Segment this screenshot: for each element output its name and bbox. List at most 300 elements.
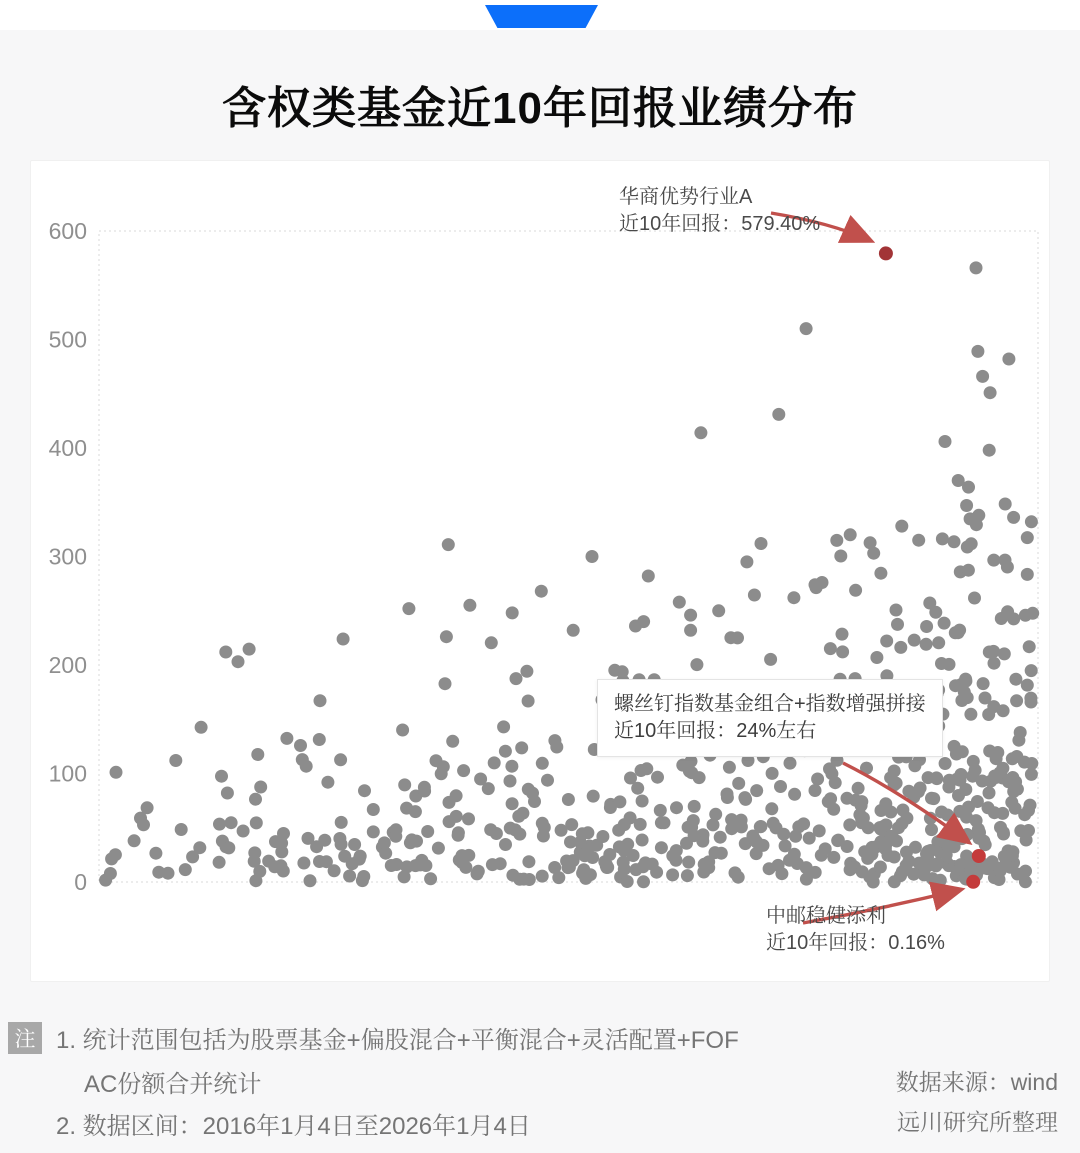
y-axis-tick: 600 <box>48 218 87 244</box>
scatter-point <box>921 851 934 864</box>
scatter-point <box>250 816 263 829</box>
scatter-point <box>943 658 956 671</box>
scatter-point <box>983 444 996 457</box>
scatter-point <box>731 631 744 644</box>
scatter-point <box>1025 515 1038 528</box>
scatter-point <box>972 832 985 845</box>
scatter-point <box>222 841 235 854</box>
scatter-point <box>506 606 519 619</box>
scatter-point <box>1010 750 1023 763</box>
scatter-point <box>687 814 700 827</box>
scatter-point <box>995 612 1008 625</box>
scatter-point <box>195 721 208 734</box>
scatter-point <box>213 856 226 869</box>
scatter-point <box>690 658 703 671</box>
highlight-point-luosiding <box>972 849 986 863</box>
scatter-point <box>834 550 847 563</box>
scatter-point <box>982 801 995 814</box>
scatter-point <box>697 866 710 879</box>
scatter-point <box>219 646 232 659</box>
scatter-point <box>1021 568 1034 581</box>
scatter-point <box>1007 612 1020 625</box>
scatter-point <box>999 498 1012 511</box>
annotation-huashang-value: 近10年回报：579.40% <box>619 213 821 235</box>
scatter-point <box>953 805 966 818</box>
scatter-point <box>684 624 697 637</box>
scatter-point <box>849 584 862 597</box>
scatter-point <box>774 780 787 793</box>
scatter-point <box>1005 796 1018 809</box>
scatter-point <box>538 821 551 834</box>
scatter-point <box>523 873 536 886</box>
scatter-point <box>825 767 838 780</box>
scatter-point <box>816 576 829 589</box>
scatter-point <box>237 825 250 838</box>
scatter-point <box>965 537 978 550</box>
scatter-point <box>987 554 1000 567</box>
scatter-point <box>886 830 899 843</box>
scatter-point <box>809 784 822 797</box>
scatter-point <box>624 811 637 824</box>
scatter-point <box>754 820 767 833</box>
scatter-point <box>152 866 165 879</box>
y-axis-tick: 0 <box>74 869 87 895</box>
scatter-point <box>977 677 990 690</box>
scatter-point <box>215 770 228 783</box>
scatter-point <box>788 788 801 801</box>
scatter-point <box>688 829 701 842</box>
scatter-point <box>968 592 981 605</box>
scatter-point <box>535 585 548 598</box>
scatter-point <box>1002 353 1015 366</box>
y-axis-tick: 200 <box>48 652 87 678</box>
scatter-point <box>398 778 411 791</box>
scatter-point <box>895 520 908 533</box>
scatter-point <box>367 825 380 838</box>
annotation-zhongyou <box>766 903 945 957</box>
scatter-point <box>636 834 649 847</box>
scatter-point <box>764 653 777 666</box>
scatter-point <box>784 757 797 770</box>
scatter-point <box>1025 696 1038 709</box>
scatter-point <box>398 870 411 883</box>
scatter-point <box>755 537 768 550</box>
scatter-point <box>446 735 459 748</box>
scatter-point <box>682 856 695 869</box>
y-axis-tick: 100 <box>48 760 87 787</box>
scatter-point <box>442 538 455 551</box>
scatter-point <box>243 643 256 656</box>
scatter-point <box>437 760 450 773</box>
scatter-point <box>954 774 967 787</box>
scatter-point <box>552 871 565 884</box>
scatter-point <box>670 801 683 814</box>
scatter-point <box>712 604 725 617</box>
scatter-point <box>1007 785 1020 798</box>
scatter-point <box>827 851 840 864</box>
scatter-point <box>541 774 554 787</box>
scatter-point <box>613 795 626 808</box>
scatter-point <box>421 825 434 838</box>
y-axis-tick: 500 <box>48 326 87 353</box>
scatter-point <box>536 757 549 770</box>
scatter-point <box>960 499 973 512</box>
annotation-zhongyou-value: 近10年回报：0.16% <box>766 932 945 954</box>
scatter-point <box>922 771 935 784</box>
scatter-point <box>855 795 868 808</box>
scatter-point <box>964 708 977 721</box>
scatter-point <box>673 596 686 609</box>
scatter-point <box>128 834 141 847</box>
scatter-point <box>1021 679 1034 692</box>
scatter-point <box>971 345 984 358</box>
scatter-point <box>563 861 576 874</box>
note-line-2: AC份额合并统计 <box>84 1071 262 1098</box>
scatter-point <box>1019 875 1032 888</box>
scatter-point <box>1023 640 1036 653</box>
y-axis-ticks <box>49 218 87 895</box>
scatter-point <box>510 672 523 685</box>
scatter-point <box>485 636 498 649</box>
chart-panel <box>30 160 1050 982</box>
scatter-point <box>890 604 903 617</box>
scatter-point <box>499 745 512 758</box>
scatter-point <box>867 547 880 560</box>
scatter-point <box>929 606 942 619</box>
scatter-point <box>1021 531 1034 544</box>
note-line-3: 2. 数据区间：2016年1月4日至2026年1月4日 <box>56 1113 531 1140</box>
scatter-point <box>356 874 369 887</box>
scatter-point <box>843 818 856 831</box>
scatter-point <box>964 864 977 877</box>
scatter-point <box>815 849 828 862</box>
annotation-luosiding-name: 螺丝钉指数基金组合+指数增强拼接 <box>614 693 926 715</box>
annotation-luosiding-value: 近10年回报：24%左右 <box>614 720 817 742</box>
scatter-point <box>149 847 162 860</box>
scatter-point <box>972 509 985 522</box>
scatter-point <box>940 848 953 861</box>
scatter-point <box>852 782 865 795</box>
scatter-point <box>452 826 465 839</box>
scatter-point <box>836 645 849 658</box>
scatter-point <box>463 599 476 612</box>
scatter-point <box>694 426 707 439</box>
scatter-point <box>335 816 348 829</box>
scatter-point <box>497 720 510 733</box>
scatter-point <box>723 761 736 774</box>
scatter-point <box>888 875 901 888</box>
scatter-point <box>891 618 904 631</box>
scatter-point <box>640 762 653 775</box>
scatter-point <box>709 846 722 859</box>
scatter-point <box>902 785 915 798</box>
scatter-point <box>300 760 313 773</box>
scatter-point <box>313 733 326 746</box>
scatter-point <box>439 677 452 690</box>
scatter-point <box>1025 664 1038 677</box>
scatter-point <box>809 866 822 879</box>
scatter-point <box>740 555 753 568</box>
note-line-1: 1. 统计范围包括为股票基金+偏股混合+平衡混合+灵活配置+FOF <box>56 1027 739 1054</box>
scatter-point <box>110 766 123 779</box>
scatter-point <box>777 828 790 841</box>
scatter-point <box>378 836 391 849</box>
scatter-point <box>750 784 763 797</box>
scatter-point <box>621 875 634 888</box>
annotation-zhongyou-name: 中邮稳健添利 <box>766 905 886 927</box>
scatter-point <box>550 741 563 754</box>
scatter-point <box>867 876 880 889</box>
scatter-point <box>515 741 528 754</box>
scatter-point <box>925 823 938 836</box>
scatter-point <box>856 865 869 878</box>
scatter-point <box>670 844 683 857</box>
scatter-point <box>658 816 671 829</box>
scatter-point <box>175 823 188 836</box>
scatter-point <box>989 771 1002 784</box>
scatter-point <box>297 857 310 870</box>
scatter-point <box>504 822 517 835</box>
annotation-huashang-name: 华商优势行业A <box>619 186 753 208</box>
scatter-point <box>688 800 701 813</box>
scatter-point <box>908 759 921 772</box>
scatter-point <box>714 831 727 844</box>
scatter-point <box>984 386 997 399</box>
scatter-point <box>321 776 334 789</box>
scatter-point <box>450 789 463 802</box>
scatter-point <box>763 862 776 875</box>
scatter-point <box>841 840 854 853</box>
scatter-point <box>998 647 1011 660</box>
scatter-point <box>294 739 307 752</box>
scatter-point <box>961 691 974 704</box>
scatter-point <box>1009 673 1022 686</box>
scatter-point <box>424 872 437 885</box>
scatter-point <box>779 839 792 852</box>
scatter-point <box>908 634 921 647</box>
scatter-point <box>949 626 962 639</box>
scatter-point <box>1022 824 1035 837</box>
scatter-point <box>987 700 1000 713</box>
scatter-point <box>949 679 962 692</box>
scatter-point <box>987 645 1000 658</box>
scatter-point <box>735 820 748 833</box>
scatter-point <box>522 783 535 796</box>
scatter-point <box>983 745 996 758</box>
scatter-point <box>440 630 453 643</box>
scatter-point <box>474 773 487 786</box>
scatter-point <box>707 818 720 831</box>
scatter-chart <box>31 161 1051 983</box>
scatter-point <box>618 844 631 857</box>
scatter-point <box>732 777 745 790</box>
scatter-point <box>137 818 150 831</box>
scatter-point <box>505 760 518 773</box>
scatter-point <box>888 765 901 778</box>
scatter-point <box>637 875 650 888</box>
top-tab-ribbon <box>485 5 598 28</box>
scatter-point <box>499 838 512 851</box>
scatter-point <box>999 554 1012 567</box>
scatter-point <box>836 628 849 641</box>
scatter-point <box>418 785 431 798</box>
scatter-point <box>337 633 350 646</box>
scatter-point <box>888 851 901 864</box>
scatter-point <box>193 841 206 854</box>
scatter-point <box>811 773 824 786</box>
scatter-point <box>367 803 380 816</box>
scatter-point <box>504 775 517 788</box>
scatter-point <box>997 826 1010 839</box>
scatter-point <box>565 818 578 831</box>
scatter-point <box>857 812 870 825</box>
scatter-point <box>314 694 327 707</box>
scatter-point <box>920 638 933 651</box>
scatter-point <box>969 764 982 777</box>
scatter-point <box>522 855 535 868</box>
scatter-point <box>304 874 317 887</box>
scatter-point <box>249 793 262 806</box>
scatter-point <box>636 795 649 808</box>
scatter-point <box>896 865 909 878</box>
scatter-point <box>280 732 293 745</box>
scatter-point <box>488 756 501 769</box>
y-axis-tick: 400 <box>48 435 87 461</box>
scatter-point <box>970 261 983 274</box>
scatter-point <box>522 695 535 708</box>
scatter-point <box>343 870 356 883</box>
scatter-point <box>333 832 346 845</box>
scatter-point <box>574 836 587 849</box>
scatter-point <box>348 838 361 851</box>
scatter-point <box>765 802 778 815</box>
annotation-luosiding-box <box>597 679 943 757</box>
scatter-point <box>596 830 609 843</box>
scatter-point <box>939 757 952 770</box>
scatter-point <box>313 855 326 868</box>
scatter-point <box>601 861 614 874</box>
scatter-point <box>920 620 933 633</box>
scatter-point <box>587 790 600 803</box>
scatter-point <box>457 764 470 777</box>
scatter-point <box>934 874 947 887</box>
scatter-point <box>655 841 668 854</box>
scatter-point <box>624 772 637 785</box>
scatter-point <box>486 858 499 871</box>
scatter-point <box>721 788 734 801</box>
scatter-point <box>685 766 698 779</box>
scatter-point <box>576 867 589 880</box>
scatter-point <box>939 435 952 448</box>
scatter-point <box>432 842 445 855</box>
scatter-point <box>586 550 599 563</box>
scatter-point <box>772 408 785 421</box>
scatter-point <box>962 481 975 494</box>
scatter-point <box>567 624 580 637</box>
data-credit-line: 远川研究所整理 <box>897 1109 1058 1135</box>
scatter-point <box>221 787 234 800</box>
scatter-point <box>988 657 1001 670</box>
scatter-point <box>506 869 519 882</box>
scatter-point <box>310 840 323 853</box>
scatter-point <box>269 835 282 848</box>
scatter-point <box>213 818 226 831</box>
scatter-point <box>866 844 879 857</box>
scatter-point <box>389 830 402 843</box>
scatter-point <box>844 528 857 541</box>
scatter-point <box>402 602 415 615</box>
scatter-point <box>450 810 463 823</box>
scatter-point <box>484 823 497 836</box>
scatter-point <box>996 807 1009 820</box>
scatter-point <box>999 858 1012 871</box>
scatter-point <box>681 869 694 882</box>
scatter-point <box>462 812 475 825</box>
scatter-point <box>766 767 779 780</box>
scatter-point <box>232 655 245 668</box>
scatter-point <box>962 564 975 577</box>
scatter-point <box>646 858 659 871</box>
scatter-point <box>396 724 409 737</box>
page-title: 含权类基金近10年回报业绩分布 <box>222 84 858 133</box>
note-badge: 注 <box>8 1022 42 1054</box>
highlight-point-huashang <box>879 246 893 260</box>
scatter-point <box>729 866 742 879</box>
scatter-point <box>455 856 468 869</box>
scatter-point <box>896 804 909 817</box>
scatter-point <box>938 617 951 630</box>
scatter-point <box>354 850 367 863</box>
scatter-point <box>105 852 118 865</box>
scatter-point <box>334 753 347 766</box>
scatter-point <box>787 591 800 604</box>
scatter-point <box>617 856 630 869</box>
scatter-point <box>358 784 371 797</box>
scatter-point <box>950 748 963 761</box>
scatter-point <box>925 792 938 805</box>
scatter-point <box>875 804 888 817</box>
scatter-point <box>562 793 575 806</box>
scatter-point <box>409 859 422 872</box>
scatter-point <box>800 322 813 335</box>
scatter-point <box>405 833 418 846</box>
scatter-point <box>783 854 796 867</box>
scatter-point <box>179 863 192 876</box>
scatter-point <box>651 771 664 784</box>
data-source-line: 数据来源：wind <box>895 1069 1058 1095</box>
scatter-point <box>912 534 925 547</box>
scatter-point <box>1026 607 1039 620</box>
scatter-point <box>830 534 843 547</box>
scatter-point <box>471 867 484 880</box>
scatter-point <box>642 570 655 583</box>
scatter-point <box>983 786 996 799</box>
scatter-point <box>1010 694 1023 707</box>
y-axis-tick: 300 <box>48 543 87 570</box>
scatter-point <box>870 651 883 664</box>
scatter-point <box>824 642 837 655</box>
scatter-point <box>512 810 525 823</box>
scatter-point <box>894 641 907 654</box>
scatter-point <box>666 868 679 881</box>
scatter-point <box>528 795 541 808</box>
scatter-point <box>1018 808 1031 821</box>
scatter-point <box>1007 511 1020 524</box>
scatter-point <box>506 797 519 810</box>
scatter-point <box>400 802 413 815</box>
scatter-point <box>797 817 810 830</box>
scatter-point <box>169 754 182 767</box>
